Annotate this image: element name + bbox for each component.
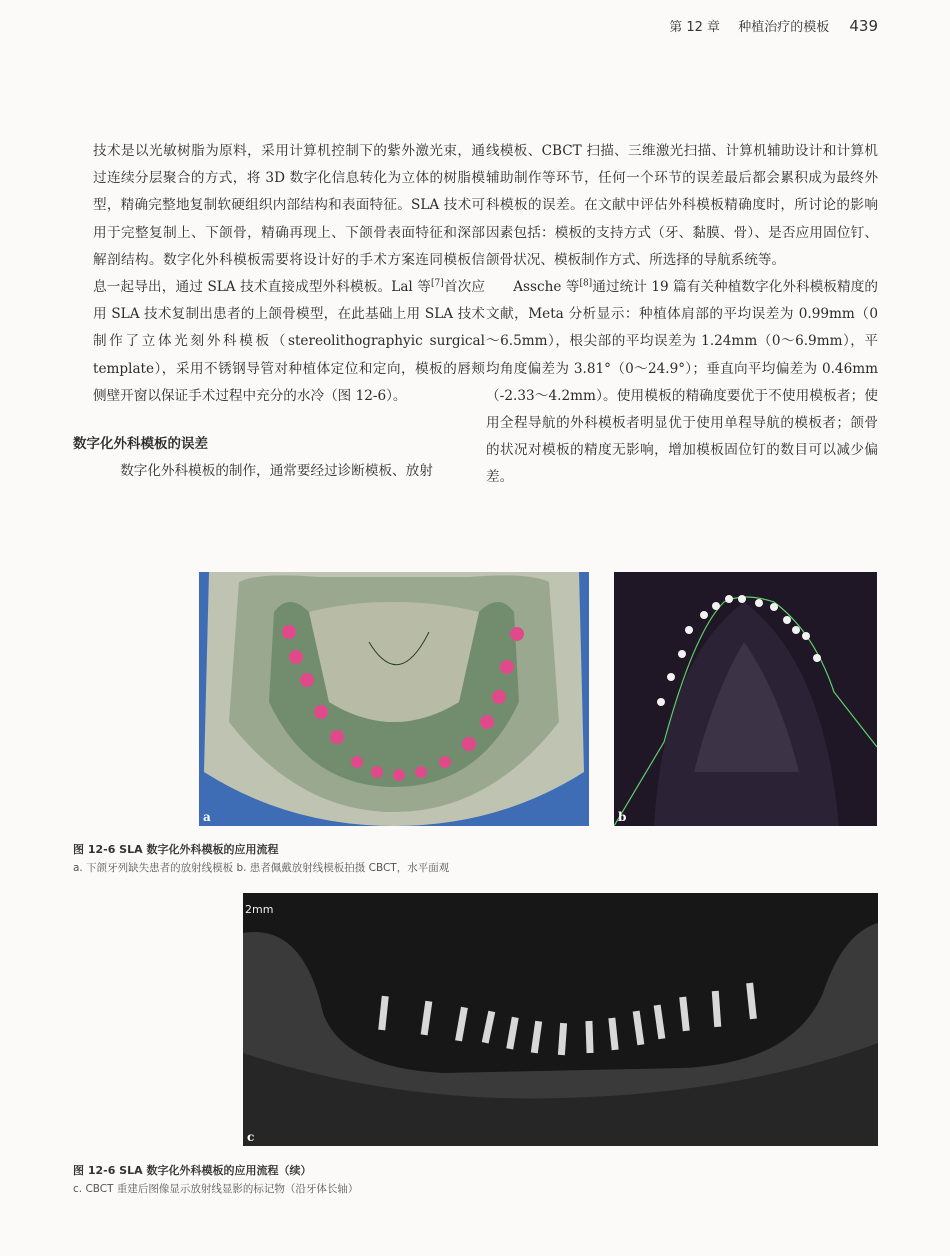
chapter-number: 第 12 章: [669, 20, 721, 35]
right-para2b-text: 通过统计 19 篇有关种植数字化外科模板精度的文献，Meta 分析显示：种植体肩部的平均误差为 0.99mm（0～6.5mm），根尖部的平均误差为 1.24mm（0～6.9mm），平均角度偏差为 3.81°（0～24.9°）；垂直向平均偏差为 0.46mm（-2.33～4.2mm）。使用模板的精确度要优于不使用模板者；使用全程导航的外科模板者明显优于使用单程导航的模板者；颌骨的状况对模板的精度无影响，增加模板固位钉的数目可以减少偏差。: [486, 279, 878, 486]
chapter-title: 种植治疗的模板: [738, 20, 830, 35]
caption-1-description: a. 下颌牙列缺失患者的放射线模板 b. 患者佩戴放射线模板拍摄 CBCT，水平面观: [73, 862, 450, 874]
figure-b-cbct-axial-view: [614, 572, 877, 826]
figure-c-cbct-reconstruction: [243, 893, 878, 1146]
caption-2-title: 图 12-6 SLA 数字化外科模板的应用流程（续）: [73, 1164, 312, 1177]
citation-8: [8]: [579, 278, 593, 289]
left-para1-text: 技术是以光敏树脂为原料，采用计算机控制下的紫外激光束，通过连续分层聚合的方式，将 3D 数字化信息转化为立体的树脂模型，精确完整地复制软硬组织内部结构和表面特征。SLA 技术可用于完整复制上、下颌骨，精确再现上、下颌骨表面特征和深部解剖结构。数字化外科模板需要将设计好的手术方案连同模板信息一起导出，通过 SLA 技术直接成型外科模板。Lal 等: [93, 143, 485, 296]
page-number: 439: [849, 17, 878, 35]
running-header: [669, 16, 878, 35]
left-paragraph-1: [93, 138, 485, 410]
caption-1-title: 图 12-6 SLA 数字化外科模板的应用流程: [73, 843, 279, 856]
left-para1b-text: 首次应用 SLA 技术复制出患者的上颌骨模型，在此基础上用 SLA 技术制作了立体光刻外科模板（stereolithographyic surgical template），采用不锈钢导管对种植体定位和定向，模板的唇颊侧壁开窗以保证手术过程中充分的水冷（图 12-6）。: [93, 279, 485, 404]
right-para2a-text: Assche 等: [513, 279, 580, 296]
left-paragraph-2: 数字化外科模板的制作，通常要经过诊断模板、放射: [120, 463, 433, 480]
section-heading: 数字化外科模板的误差: [73, 436, 208, 453]
figure-caption-2: [73, 1162, 358, 1196]
figure-a-radiographic-template-photo: [199, 572, 589, 826]
citation-7: [7]: [431, 278, 444, 289]
caption-2-description: c. CBCT 重建后图像显示放射线显影的标记物（沿牙体长轴）: [73, 1183, 359, 1195]
figure-c-letter: c: [247, 1130, 255, 1144]
right-paragraph-1: 线模板、CBCT 扫描、三维激光扫描、计算机辅助设计和计算机辅助制作等环节，任何一个环节的误差最后都会累积成为最终外科模板的误差。在文献中评估外科模板精确度时，所讨论的影响因素包括：模板的支持方式（牙、黏膜、骨）、是否应用固位钉、颌骨状况、模板制作方式、所选择的导航系统等。: [486, 143, 878, 268]
right-column: [486, 138, 878, 492]
template-illustration: [199, 572, 589, 826]
figure-caption-1: [73, 841, 449, 875]
cbct-axial-illustration: [614, 572, 877, 826]
left-column: [73, 138, 485, 485]
scale-label: 2mm: [245, 903, 274, 916]
right-paragraph-2: [486, 274, 878, 492]
figure-a-letter: a: [203, 810, 211, 824]
cbct-panoramic-illustration: [243, 893, 878, 1146]
figure-b-letter: b: [618, 810, 627, 824]
